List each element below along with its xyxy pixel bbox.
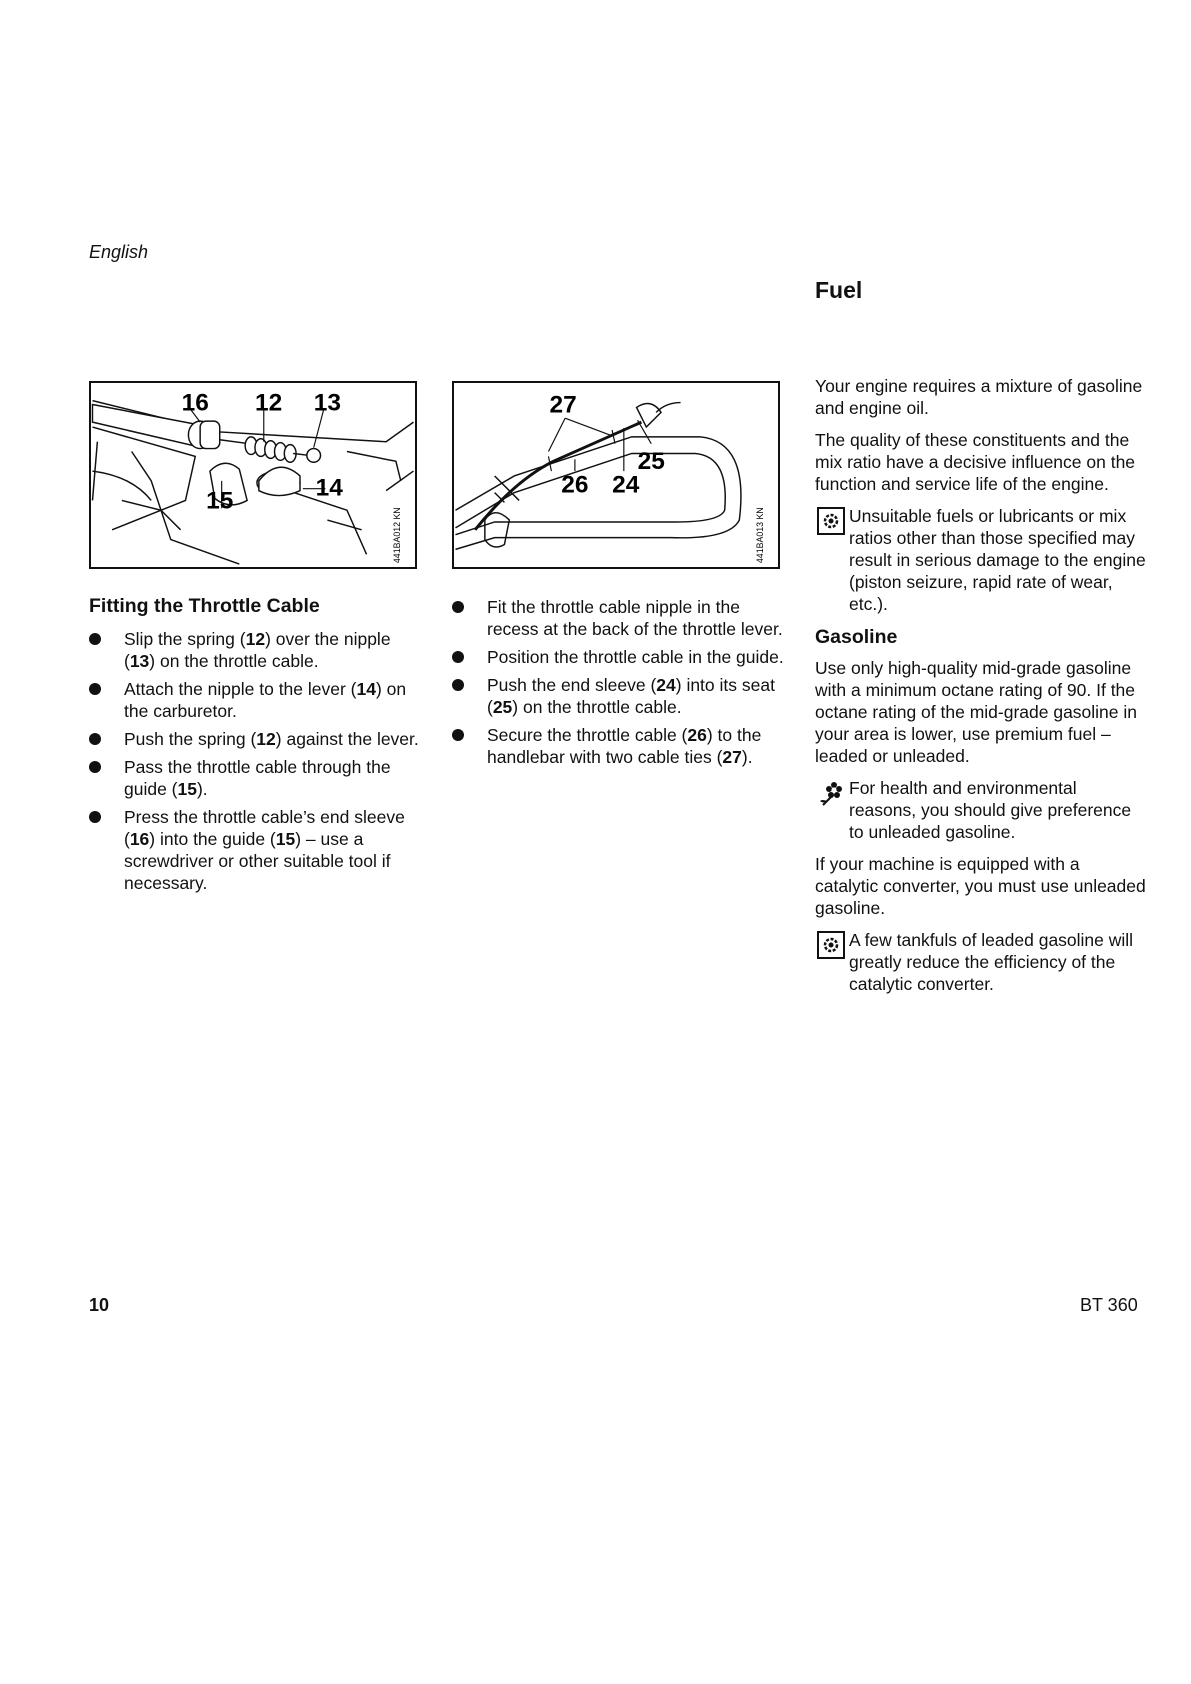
figure-1-code: 441BA012 KN: [391, 507, 402, 564]
column-throttle-cable-part1: [89, 594, 424, 900]
language-label: English: [89, 242, 149, 262]
list-item: Press the throttle cable’s end sleeve (16) into the guide (15) – use a screwdriver or other suitable tool if necessary.: [89, 806, 424, 894]
part-reference-number: 14: [356, 679, 376, 699]
figure-1-callout-14: 14: [315, 474, 343, 502]
figure-throttle-cable-carburetor: [89, 381, 417, 569]
bullet-icon: [89, 633, 101, 645]
engine-note-2-text: A few tankfuls of leaded gasoline will greatly reduce the efficiency of the catalytic converter.: [849, 930, 1134, 994]
throttle-cable-heading: Fitting the Throttle Cable: [89, 595, 320, 617]
list-item: Attach the nipple to the lever (14) on the carburetor.: [89, 678, 424, 722]
figure-2-drawing: [454, 383, 778, 567]
bullet-icon: [89, 761, 101, 773]
part-reference-number: 15: [177, 779, 197, 799]
list-item: Slip the spring (12) over the nipple (13) on the throttle cable.: [89, 628, 424, 672]
engine-note-2: [815, 929, 1147, 995]
figure-2-callout-27: 27: [549, 391, 577, 419]
engine-warning-icon: [817, 507, 845, 535]
bullet-icon: [452, 679, 464, 691]
figure-2-callout-24: 24: [612, 471, 640, 499]
part-reference-number: 13: [129, 651, 150, 671]
model-name: BT 360: [1080, 1295, 1138, 1315]
column-fuel: [815, 375, 1147, 1005]
part-reference-number: 12: [256, 729, 276, 749]
list-item: Position the throttle cable in the guide.: [452, 646, 787, 668]
figure-1-callout-12: 12: [255, 389, 283, 417]
part-reference-number: 12: [245, 629, 266, 649]
fuel-paragraph-4: If your machine is equipped with a catalytic converter, you must use unleaded gasoline.: [815, 854, 1146, 918]
part-reference-number: 27: [722, 747, 742, 767]
part-reference-number: 26: [687, 725, 707, 745]
throttle-steps-list-continued: [452, 596, 787, 768]
list-item: Fit the throttle cable nipple in the recess at the back of the throttle lever.: [452, 596, 787, 640]
list-item: Secure the throttle cable (26) to the handlebar with two cable ties (27).: [452, 724, 787, 768]
fuel-paragraph-3: Use only high-quality mid-grade gasoline with a minimum octane rating of 90. If the octane rating of the mid-grade gasoline in your area is lower, use premium fuel – leaded or unleaded.: [815, 658, 1138, 766]
bullet-icon: [89, 733, 101, 745]
figure-throttle-cable-handlebar: [452, 381, 780, 569]
fuel-paragraph-2: The quality of these constituents and the mix ratio have a decisive influence on the function and service life of the engine.: [815, 430, 1136, 494]
fuel-paragraph-1: Your engine requires a mixture of gasoline and engine oil.: [815, 376, 1143, 418]
figure-2-code: 441BA013 KN: [754, 507, 765, 564]
environment-note-text: For health and environmental reasons, you should give preference to unleaded gasoline.: [849, 778, 1132, 842]
bullet-icon: [89, 683, 101, 695]
engine-note-1-text: Unsuitable fuels or lubricants or mix ratios other than those specified may result in serious damage to the engine (piston seizure, rapid rate of wear, etc.).: [849, 506, 1146, 614]
part-reference-number: 25: [492, 697, 513, 717]
environment-flower-icon: [817, 779, 845, 807]
figure-1-callout-16: 16: [181, 389, 209, 417]
bullet-icon: [452, 651, 464, 663]
figure-1-callout-13: 13: [313, 389, 341, 417]
list-item: Push the end sleeve (24) into its seat (25) on the throttle cable.: [452, 674, 787, 718]
bullet-icon: [452, 601, 464, 613]
page-number: 10: [89, 1295, 110, 1315]
fuel-section-title: Fuel: [815, 277, 863, 303]
environment-note: [815, 777, 1147, 843]
engine-note-1: [815, 505, 1147, 615]
part-reference-number: 24: [656, 675, 676, 695]
gasoline-heading: Gasoline: [815, 626, 898, 648]
engine-warning-icon: [817, 931, 845, 959]
bullet-icon: [452, 729, 464, 741]
figure-2-callout-25: 25: [637, 448, 665, 476]
part-reference-number: 15: [275, 829, 296, 849]
throttle-steps-list: [89, 628, 424, 894]
part-reference-number: 16: [129, 829, 150, 849]
figure-1-callout-15: 15: [206, 487, 234, 515]
list-item: Push the spring (12) against the lever.: [89, 728, 424, 750]
list-item: Pass the throttle cable through the guide (15).: [89, 756, 424, 800]
bullet-icon: [89, 811, 101, 823]
column-throttle-cable-part2: [452, 596, 787, 774]
figure-2-callout-26: 26: [561, 471, 589, 499]
figure-1-drawing: [91, 383, 415, 567]
